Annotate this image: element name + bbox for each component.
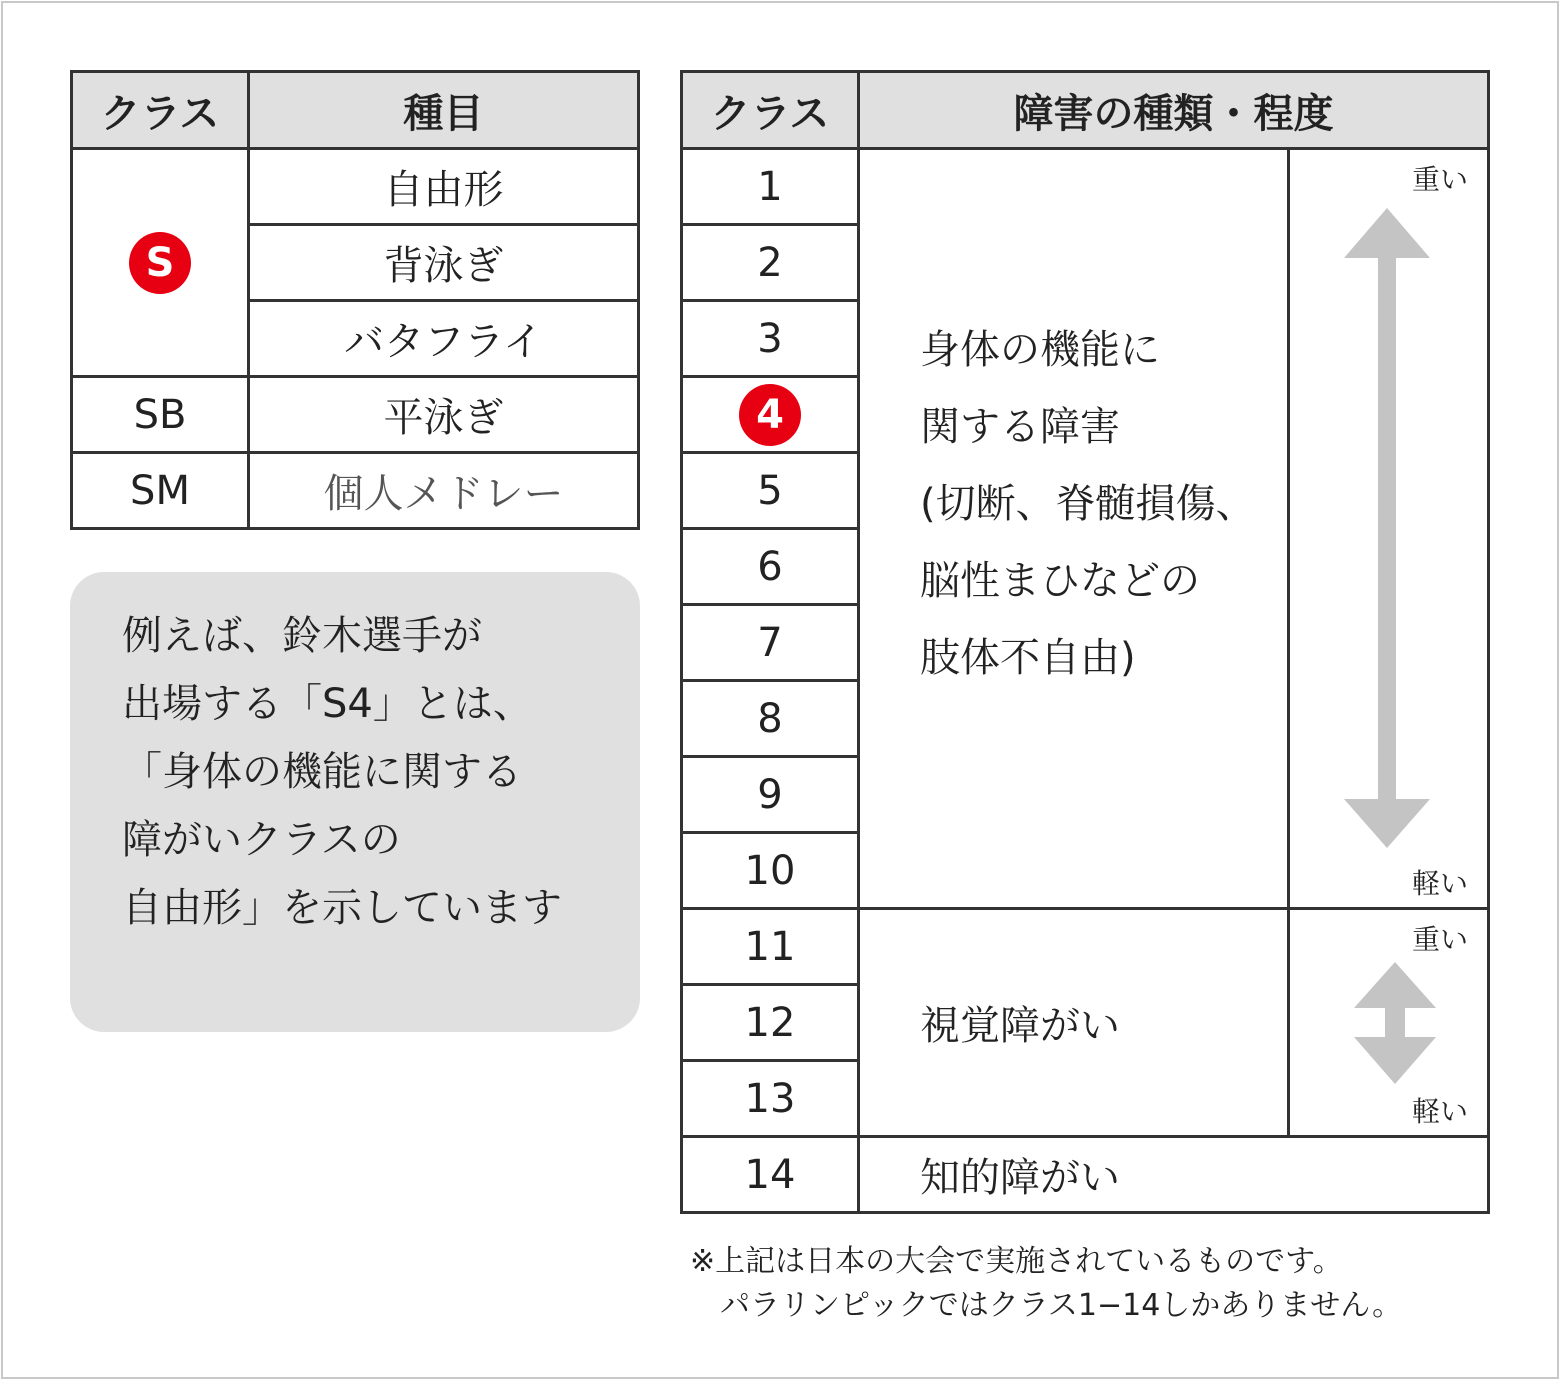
- physical-line: 肢体不自由): [920, 635, 1136, 681]
- class-cell: SB: [70, 375, 250, 454]
- class-number-cell: 5: [680, 451, 860, 530]
- physical-line: (切断、脊髄損傷、: [920, 481, 1256, 527]
- class-number-cell: 1: [680, 147, 860, 226]
- example-note: [70, 572, 640, 1032]
- class-cell-s: [70, 147, 250, 378]
- event-cell: バタフライ: [247, 299, 640, 378]
- disability-table-class-header: クラス: [680, 70, 860, 150]
- footnote-line: パラリンピックではクラス1−14しかありません。: [690, 1288, 1403, 1323]
- visual-disability-cell: 視覚障がい: [857, 907, 1290, 1138]
- class-number-cell: 7: [680, 603, 860, 682]
- severity-arrow-long: [1340, 205, 1435, 850]
- class-number-cell: [680, 375, 860, 454]
- footnote-line: ※上記は日本の大会で実施されているものです。: [690, 1244, 1343, 1279]
- intellectual-disability-cell: 知的障がい: [857, 1135, 1490, 1214]
- class-number-cell: 8: [680, 679, 860, 758]
- class-number-cell: 9: [680, 755, 860, 834]
- severity-light-label: 軽い: [1412, 1095, 1469, 1128]
- class-highlight-badge: 4: [739, 384, 801, 446]
- event-cell: 自由形: [247, 147, 640, 226]
- class-s-badge: S: [129, 232, 191, 294]
- class-number-cell: 6: [680, 527, 860, 606]
- physical-line: 関する障害: [920, 404, 1120, 450]
- event-cell: 背泳ぎ: [247, 223, 640, 302]
- physical-line: 身体の機能に: [920, 327, 1160, 373]
- example-note-text: [122, 602, 562, 942]
- event-table-class-header: クラス: [70, 70, 250, 150]
- class-number-cell: 13: [680, 1059, 860, 1138]
- severity-light-label: 軽い: [1412, 867, 1469, 900]
- physical-disability-text: [920, 312, 1256, 697]
- event-table-event-header: 種目: [247, 70, 640, 150]
- class-number-cell: 12: [680, 983, 860, 1062]
- class-number-cell: 14: [680, 1135, 860, 1214]
- note-line: 自由形」を示しています: [122, 885, 562, 931]
- physical-line: 脳性まひなどの: [920, 558, 1200, 604]
- class-cell: SM: [70, 451, 250, 530]
- note-line: 出場する「S4」とは、: [122, 681, 533, 727]
- severity-arrow-short: [1350, 960, 1440, 1086]
- event-cell: 個人メドレー: [247, 451, 640, 530]
- note-line: 「身体の機能に関する: [122, 749, 522, 795]
- class-number-cell: 10: [680, 831, 860, 910]
- note-line: 例えば、鈴木選手が: [122, 613, 482, 659]
- severity-heavy-label: 重い: [1412, 163, 1469, 196]
- disability-table-type-header: 障害の種類・程度: [857, 70, 1490, 150]
- class-number-cell: 11: [680, 907, 860, 986]
- footnote: [690, 1240, 1402, 1328]
- severity-heavy-label: 重い: [1412, 923, 1469, 956]
- class-number-cell: 2: [680, 223, 860, 302]
- note-line: 障がいクラスの: [122, 817, 401, 863]
- event-cell: 平泳ぎ: [247, 375, 640, 454]
- class-number-cell: 3: [680, 299, 860, 378]
